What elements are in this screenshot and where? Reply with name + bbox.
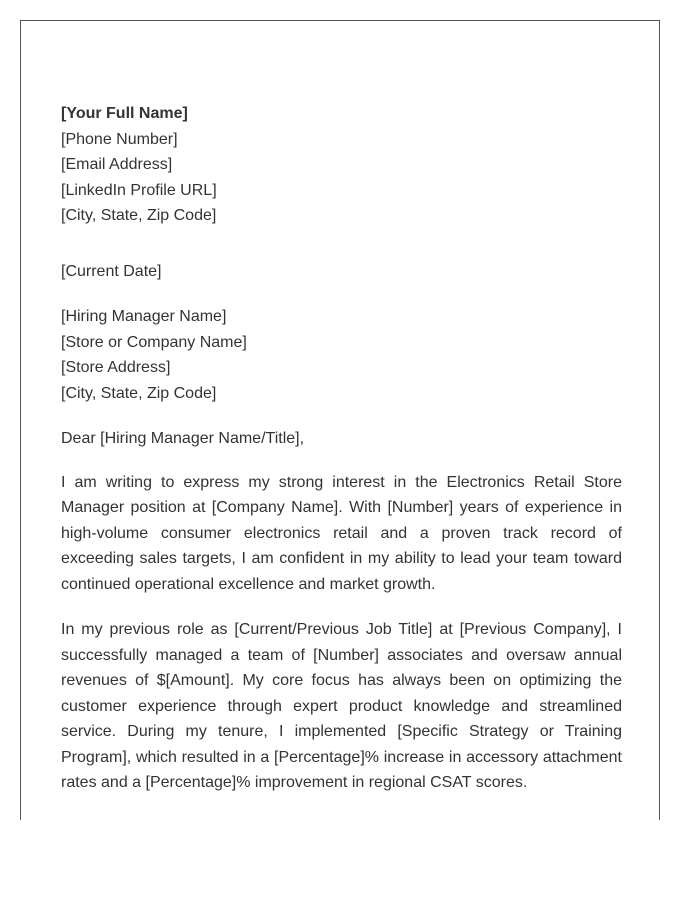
body-paragraph-1: I am writing to express my strong interest in the Electronics Retail Store Manager position at [Company Name]. With [Number] years of experience in high-volume consumer electronics retail and a proven track record of exceeding sales targets, I am confident in my ability to lead your team toward continued operational excellence and market growth. [61, 473, 622, 593]
recipient-manager: [Hiring Manager Name] [61, 308, 227, 325]
letter-content [61, 101, 622, 796]
salutation-block [61, 426, 622, 452]
body-paragraph-2: In my previous role as [Current/Previous Job Title] at [Previous Company], I successfully managed a team of [Number] associates and oversaw annual revenues of $[Amount]. My core focus has always been on optimizing the customer experience through expert product knowledge and streamlined service. During my tenure, I implemented [Specific Strategy or Training Program], which resulted in a [Percentage]% increase in accessory attachment rates and a [Percentage]% improvement in regional CSAT scores. [61, 621, 622, 791]
letter-date: [Current Date] [61, 262, 162, 280]
recipient-company: [Store or Company Name] [61, 333, 247, 351]
date-block [61, 259, 622, 285]
letter-page [20, 20, 660, 820]
recipient-block [61, 304, 622, 406]
salutation: Dear [Hiring Manager Name/Title], [61, 430, 305, 447]
sender-linkedin: [LinkedIn Profile URL] [61, 181, 217, 199]
sender-block [61, 101, 622, 229]
recipient-city: [City, State, Zip Code] [61, 384, 217, 402]
sender-city: [City, State, Zip Code] [61, 207, 217, 224]
sender-phone: [Phone Number] [61, 130, 178, 148]
sender-email: [Email Address] [61, 156, 173, 173]
sender-name: [Your Full Name] [61, 105, 188, 122]
recipient-address: [Store Address] [61, 359, 171, 376]
